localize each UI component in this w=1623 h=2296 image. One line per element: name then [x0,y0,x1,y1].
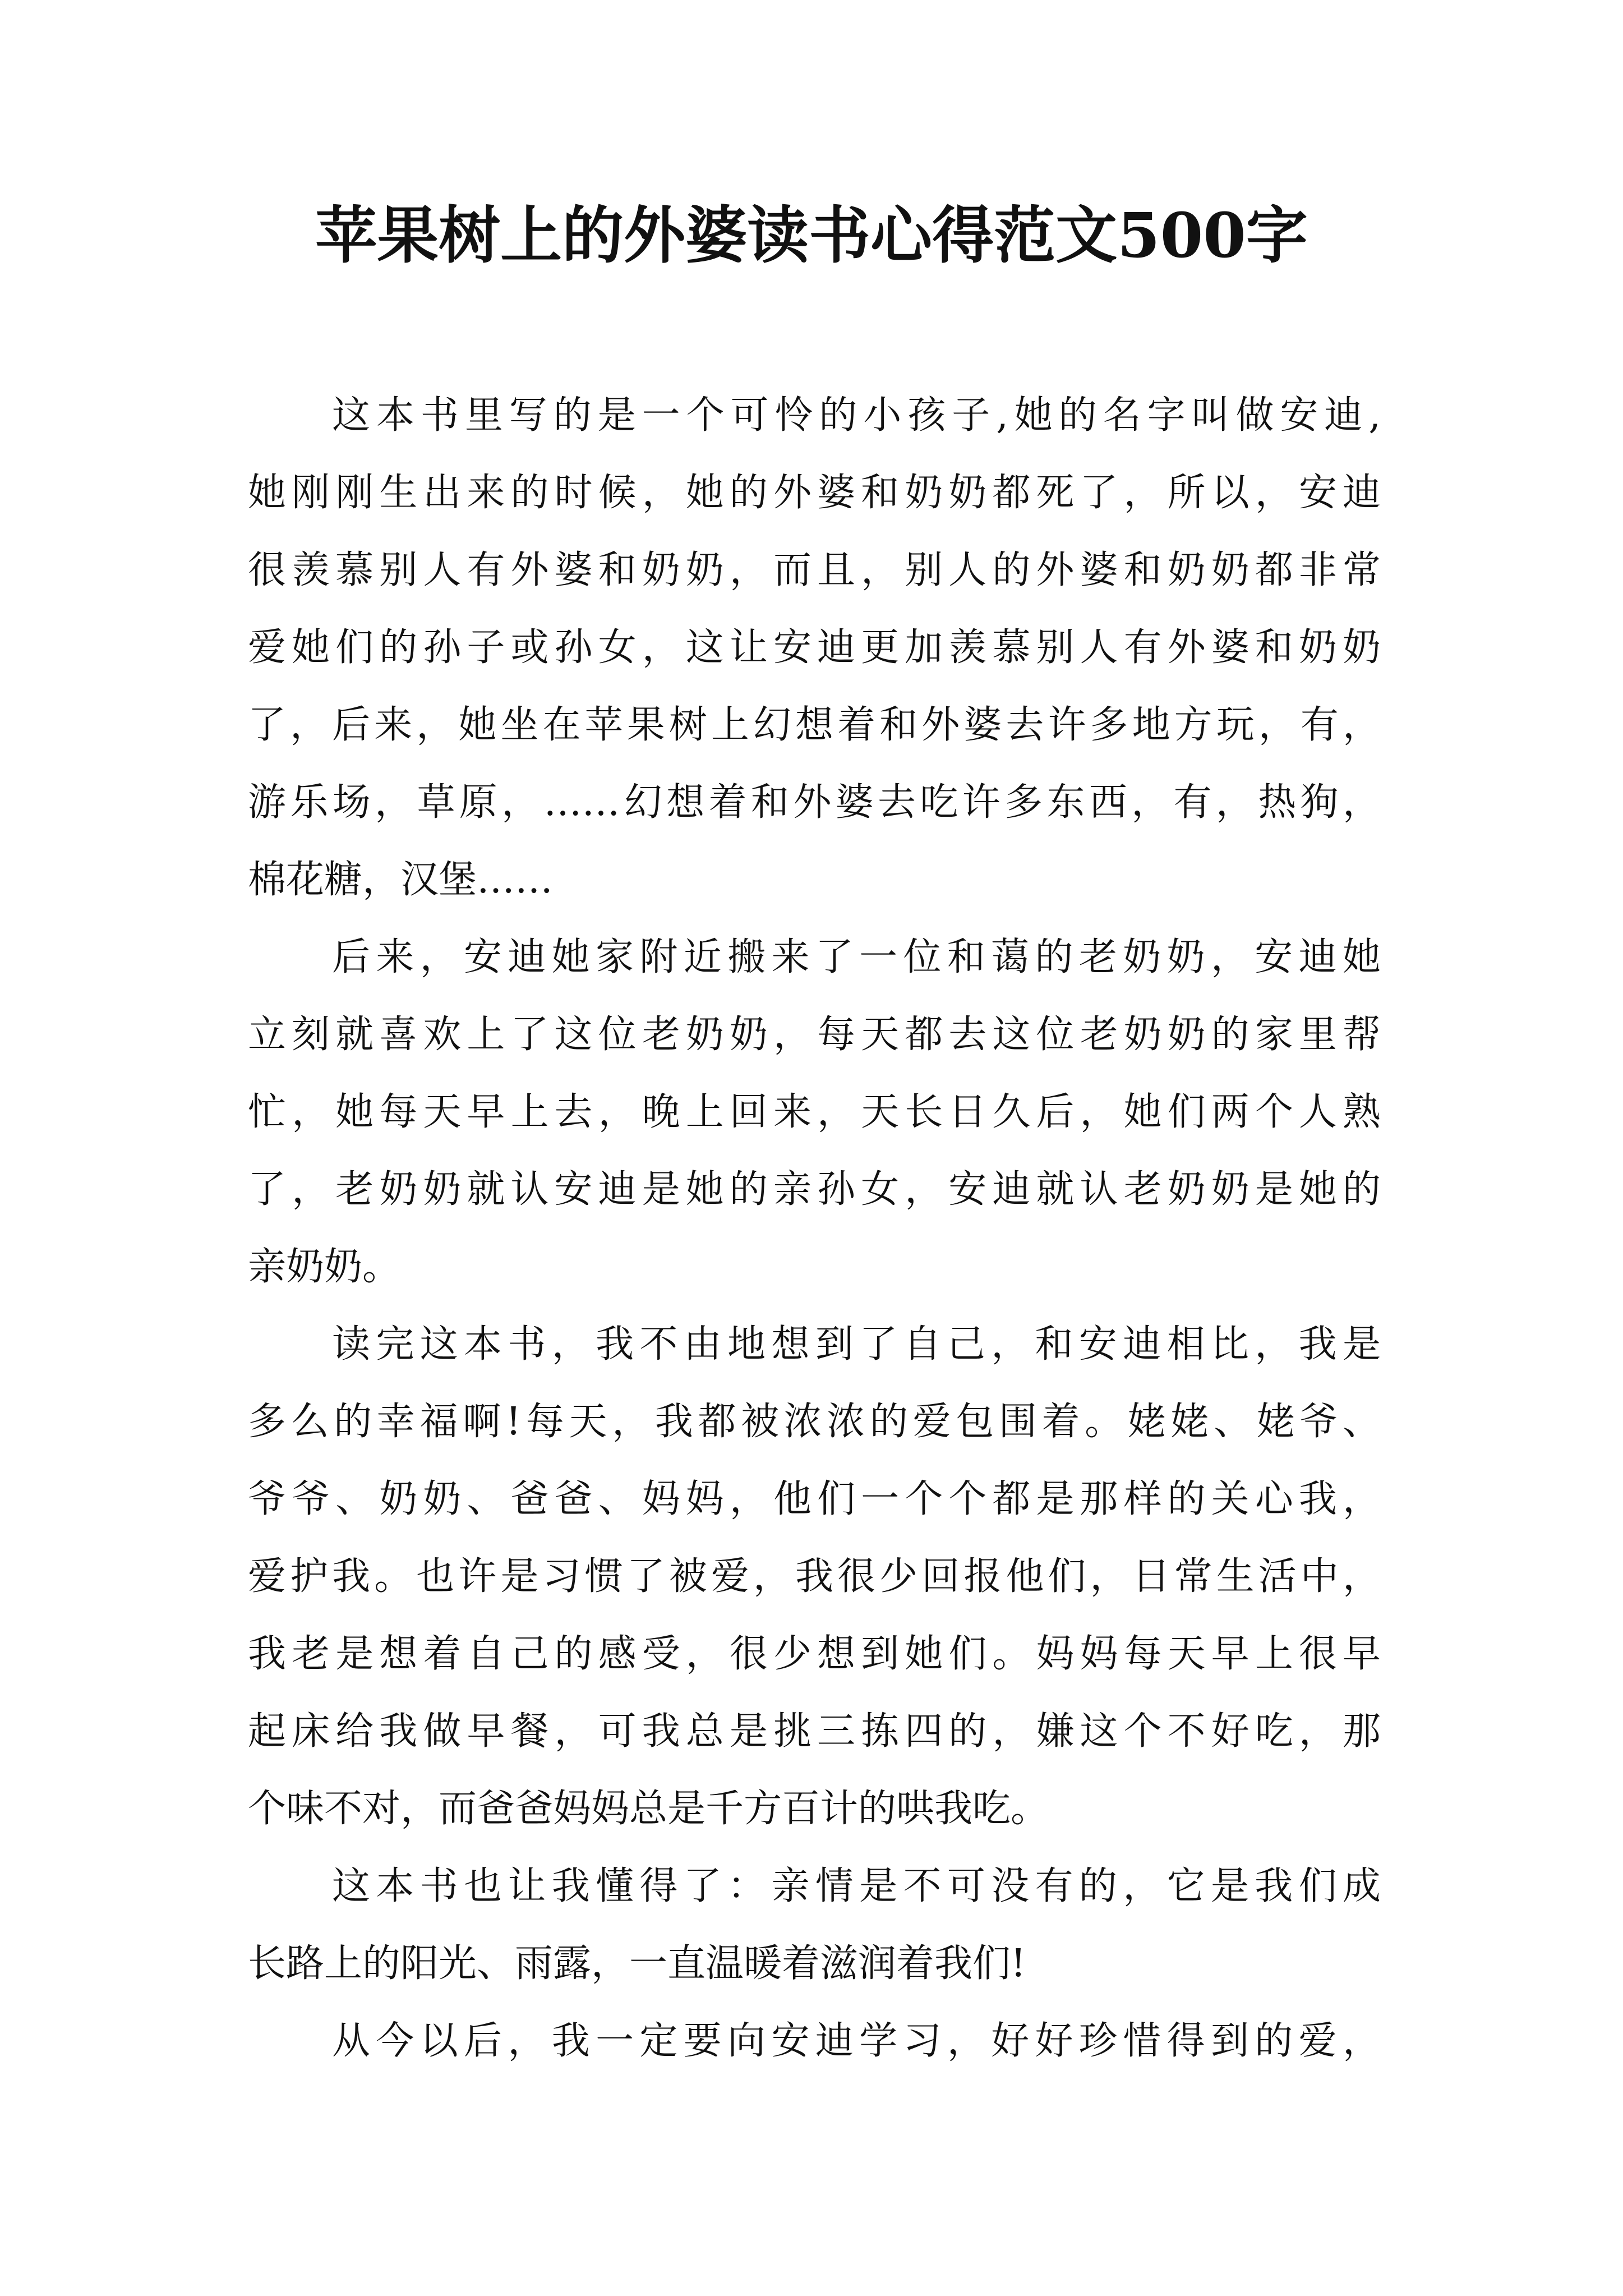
paragraph-line: 游乐场，草原，……幻想着和外婆去吃许多东西，有，热狗， [248,780,1381,825]
paragraph-line: 棉花糖，汉堡…… [248,858,554,902]
paragraph-line: 爱她们的孙子或孙女，这让安迪更加羡慕别人有外婆和奶奶 [248,625,1381,670]
document-title: 苹果树上的外婆读书心得范文500字 [315,199,1308,272]
paragraph-line: 从今以后，我一定要向安迪学习，好好珍惜得到的爱， [332,2019,1381,2063]
paragraph-line: 爱护我。也许是习惯了被爱，我很少回报他们，日常生活中， [248,1554,1381,1599]
paragraph-1 [248,377,1381,919]
paragraph-line: 了，后来，她坐在苹果树上幻想着和外婆去许多地方玩，有， [248,703,1381,747]
paragraph-4 [248,1848,1381,2003]
paragraph-5 [248,2003,1381,2080]
paragraph-line: 爷爷、奶奶、爸爸、妈妈，他们一个个都是那样的关心我， [248,1477,1381,1521]
paragraph-line: 亲奶奶。 [248,1245,401,1289]
paragraph-line: 我老是想着自己的感受，很少想到她们。妈妈每天早上很早 [248,1632,1381,1676]
paragraph-line: 立刻就喜欢上了这位老奶奶，每天都去这位老奶奶的家里帮 [248,1013,1381,1057]
paragraph-line: 后来，安迪她家附近搬来了一位和蔼的老奶奶，安迪她 [332,935,1381,979]
paragraph-line: 长路上的阳光、雨露，一直温暖着滋润着我们! [248,1941,1026,1986]
paragraph-line: 她刚刚生出来的时候，她的外婆和奶奶都死了，所以，安迪 [248,471,1381,515]
document-body [248,377,1381,2080]
paragraph-3 [248,1306,1381,1848]
paragraph-line: 多么的幸福啊!每天，我都被浓浓的爱包围着。姥姥、姥爷、 [248,1400,1381,1444]
paragraph-line: 很羡慕别人有外婆和奶奶，而且，别人的外婆和奶奶都非常 [248,548,1381,592]
paragraph-line: 起床给我做早餐，可我总是挑三拣四的，嫌这个不好吃，那 [248,1709,1381,1754]
paragraph-line: 忙，她每天早上去，晚上回来，天长日久后，她们两个人熟 [248,1090,1381,1134]
paragraph-line: 这本书也让我懂得了：亲情是不可没有的，它是我们成 [332,1864,1381,1908]
paragraph-line: 读完这本书，我不由地想到了自己，和安迪相比，我是 [332,1322,1381,1366]
paragraph-line: 了，老奶奶就认安迪是她的亲孙女，安迪就认老奶奶是她的 [248,1167,1381,1212]
paragraph-line: 这本书里写的是一个可怜的小孩子,她的名字叫做安迪, [332,393,1381,438]
paragraph-2 [248,919,1381,1306]
paragraph-line: 个味不对，而爸爸妈妈总是千方百计的哄我吃。 [248,1787,1049,1831]
